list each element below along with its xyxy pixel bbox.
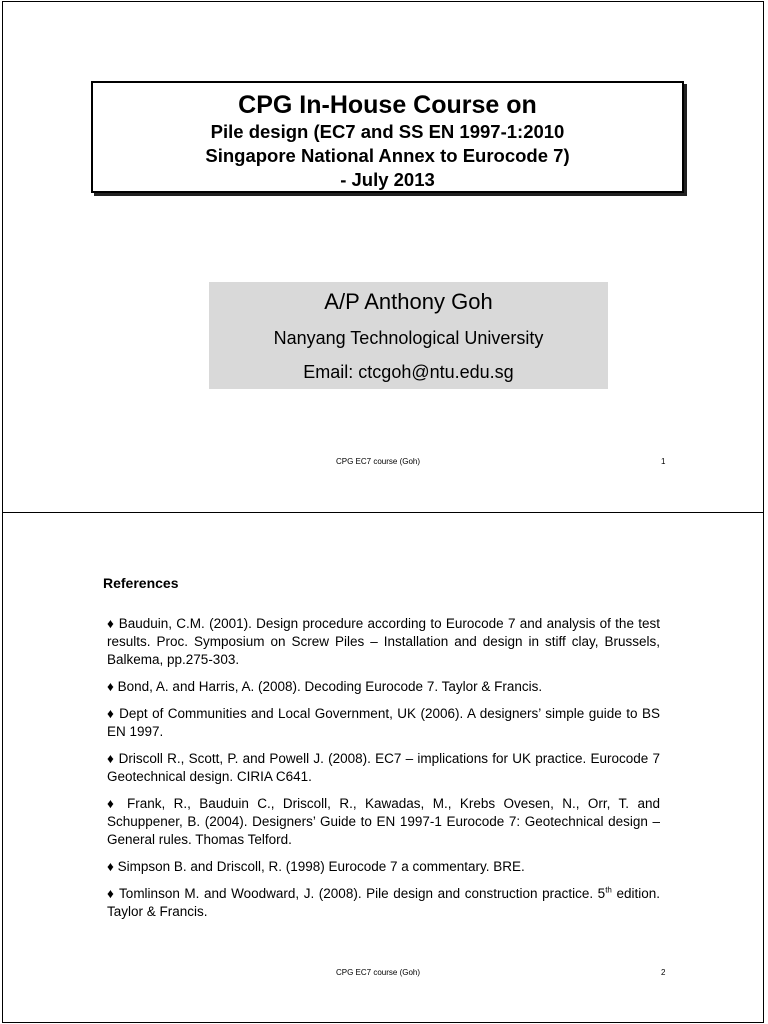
course-date: - July 2013 bbox=[340, 169, 435, 190]
reference-item: ♦ Dept of Communities and Local Government, UK (2006). A designers’ simple guide to BS EN 1997. bbox=[107, 706, 660, 739]
course-subtitle-line1: Pile design (EC7 and SS EN 1997-1:2010 bbox=[210, 121, 565, 142]
slide-footer: CPG EC7 course (Goh) bbox=[336, 457, 421, 466]
slide-page-number: 2 bbox=[661, 968, 666, 977]
slide-footer: CPG EC7 course (Goh) bbox=[336, 968, 421, 977]
slide-1 bbox=[2, 1, 764, 513]
course-title: CPG In-House Course on bbox=[238, 91, 537, 119]
reference-item: ♦ Bond, A. and Harris, A. (2008). Decoding Eurocode 7. Taylor & Francis. bbox=[107, 679, 543, 694]
author-email: Email: ctcgoh@ntu.edu.sg bbox=[303, 362, 514, 382]
reference-item: ♦ Simpson B. and Driscoll, R. (1998) Eurocode 7 a commentary. BRE. bbox=[107, 859, 525, 874]
author-name: A/P Anthony Goh bbox=[324, 289, 493, 314]
reference-text: ♦ Tomlinson M. and Woodward, J. (2008). Pile design and construction practice. 5 bbox=[107, 886, 606, 901]
reference-item: ♦ Driscoll R., Scott, P. and Powell J. (2008). EC7 – implications for UK practice. Eurocode 7 Geotechnical design. CIRIA C641. bbox=[107, 751, 660, 784]
reference-item: ♦ Frank, R., Bauduin C., Driscoll, R., Kawadas, M., Krebs Ovesen, N., Orr, T. and Schuppener, B. (2004). Designers’ Guide to EN 1997-1 Eurocode 7: Geotechnical design – General rules. Thomas Telford. bbox=[107, 796, 660, 847]
author-affiliation: Nanyang Technological University bbox=[273, 328, 544, 348]
course-subtitle-line2: Singapore National Annex to Eurocode 7) bbox=[205, 145, 570, 166]
reference-text: edition. Taylor & Francis. bbox=[107, 886, 660, 919]
references-list bbox=[107, 615, 660, 930]
ordinal-suffix: th bbox=[605, 885, 612, 895]
references-heading: References bbox=[103, 575, 179, 591]
slide-2 bbox=[2, 512, 764, 1023]
author-box bbox=[209, 282, 608, 389]
slide-page-number: 1 bbox=[661, 457, 666, 466]
reference-item bbox=[107, 885, 660, 921]
reference-item: ♦ Bauduin, C.M. (2001). Design procedure according to Eurocode 7 and analysis of the test results. Proc. Symposium on Screw Piles – Installation and design in stiff clay, Brussels, Balkema, pp.275-303. bbox=[107, 616, 660, 667]
title-box bbox=[91, 81, 684, 193]
